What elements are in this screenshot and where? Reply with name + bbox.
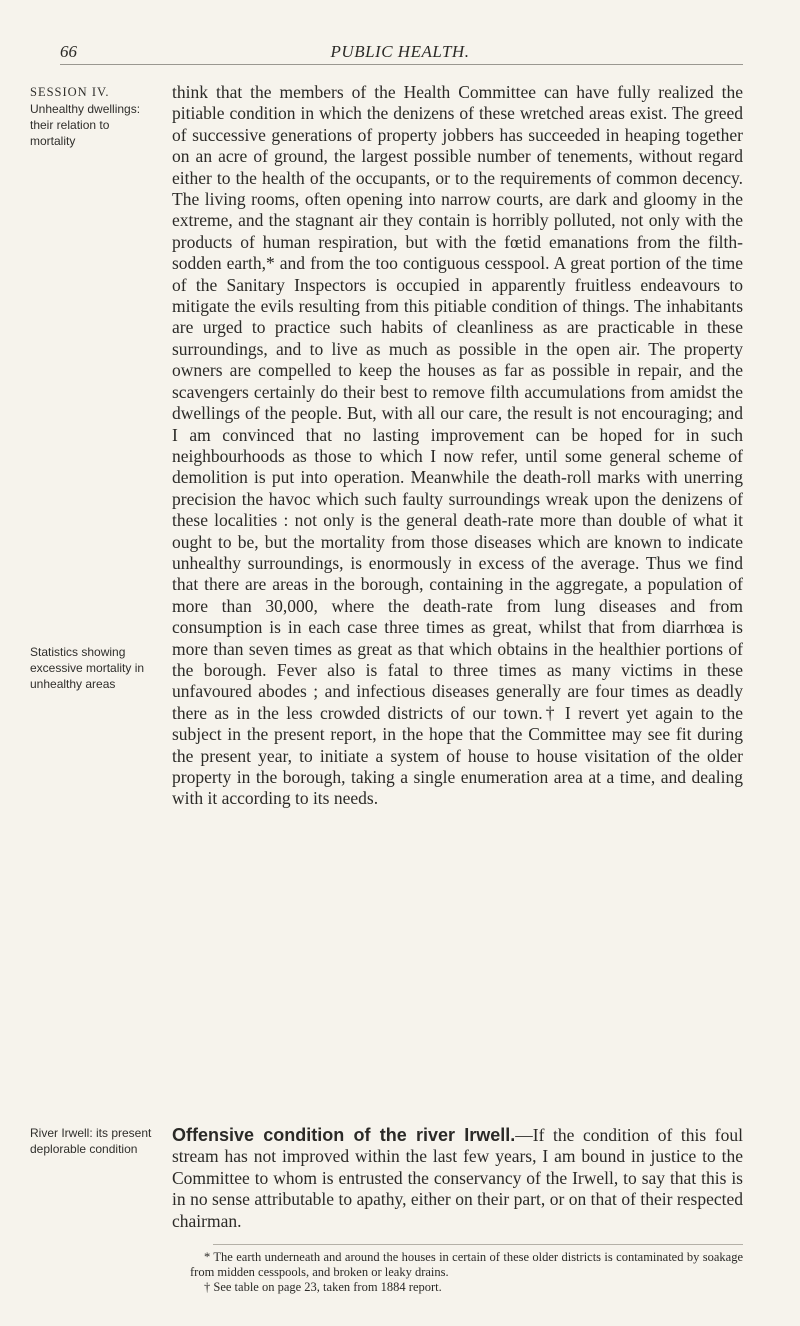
header-rule	[60, 64, 743, 65]
margin-note-river-irwell: River Irwell: its present deplorable condition	[30, 1126, 152, 1156]
paragraph-2-text: —If the condition of this foul stream has not improved within the last few years, I am bound in justice to the Committee to whom is entrusted the conservancy of the Irwell, to say that this is in no sense attributable to apathy, either on their part, or on that of their respected chairman.	[172, 1125, 743, 1231]
page-number: 66	[60, 42, 77, 61]
margin-note-unhealthy-dwellings: Unhealthy dwellings: their relation to mortality	[30, 102, 141, 148]
footnote-earth: * The earth underneath and around the houses in certain of these older districts is contaminated by soakage from midden cesspools, and broken or leaky drains.	[190, 1250, 743, 1279]
footnote-table-reference: † See table on page 23, taken from 1884 report.	[204, 1280, 442, 1294]
running-head: PUBLIC HEALTH.	[330, 42, 470, 61]
footnotes	[190, 1250, 743, 1295]
body-paragraph-2	[172, 1125, 743, 1232]
footnote-rule	[213, 1244, 743, 1245]
margin-note-mortality-statistics: Statistics showing excessive mortality in unhealthy areas	[30, 645, 145, 691]
paragraph-heading: Offensive condition of the river Irwell.	[172, 1125, 516, 1145]
session-label: SESSION IV.	[30, 85, 110, 99]
body-paragraph-1: think that the members of the Health Committee can have fully realized the pitiable condition in which the denizens of these wretched areas exist. The greed of successive generations of property jobbers has succeeded in heaping together on an acre of ground, the largest possible number of tenements, without regard either to the health of the occupants, or to the requirements of common decency. The living rooms, often opening into narrow courts, are dark and gloomy in the extreme, and the stagnant air they contain is horribly polluted, not only with the products of human respiration, but with the fœtid emanations from the filth-sodden earth,* and from the too contiguous cesspool. A great portion of the time of the Sanitary Inspectors is occupied in apparently fruitless endeavours to mitigate the evils resulting from this pitiable condition of things. The inhabitants are urged to practice such habits of cleanliness as are practicable in these surroundings, and to live as much as possible in the open air. The property owners are compelled to keep the houses as far as possible in repair, and the scavengers certainly do their best to remove filth accumulations from amidst the dwellings of the people. But, with all our care, the result is not encouraging; and I am convinced that no lasting improvement can be hoped for in such neighbourhoods as those to which I now refer, until some general scheme of demolition is put into operation. Meanwhile the death-roll marks with unerring precision the havoc which such faulty surroundings wreak upon the denizens of these localities : not only is the general death-rate more than double of what it ought to be, but the mortality from those diseases which are known to indicate unhealthy surroundings, is enormously in excess of the average. Thus we find that there are areas in the borough, containing in the aggregate, a population of more than 30,000, where the death-rate from lung diseases and from consumption is in each case three times as great, whilst that from diarrhœa is more than seven times as great as that which obtains in the healthier portions of the borough. Fever also is fatal to three times as many victims in these unfavoured abodes ; and infectious diseases generally are four times as deadly there as in the less crowded districts of our town.† I revert yet again to the subject in the present report, in the hope that the Committee may see fit during the present year, to initiate a system of house to house visitation of the older property in the borough, taking a single enumeration area at a time, and dealing with it according to its needs.	[172, 82, 743, 809]
